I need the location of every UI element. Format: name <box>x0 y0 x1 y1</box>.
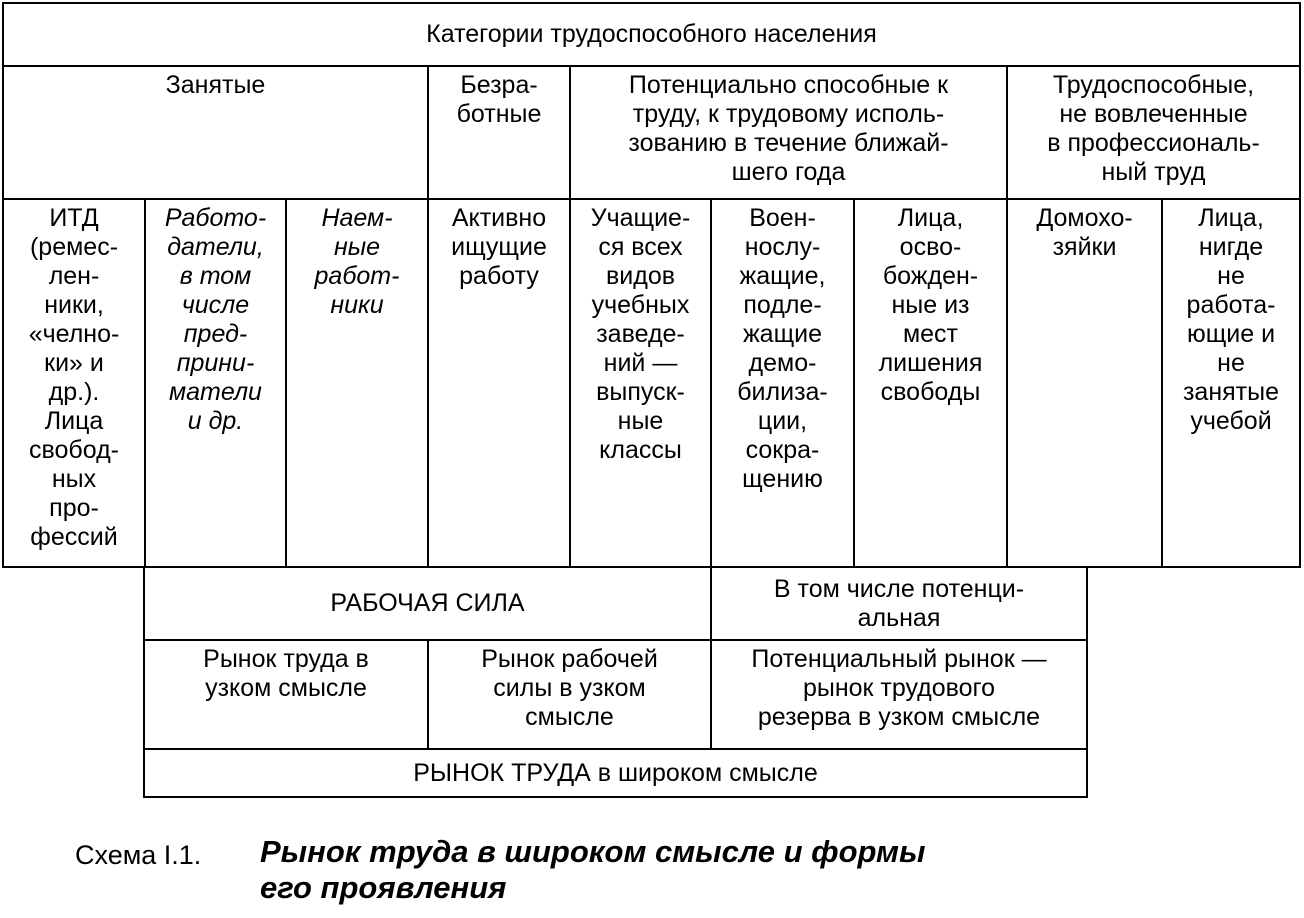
group-potential: Потенциально способные к труду, к трудовому исполь- зованию в течение ближай- шего года <box>569 65 1008 200</box>
subgroup-housewives: Домохо- зяйки <box>1006 198 1163 568</box>
potential-labor-force-box: В том числе потенци- альная <box>710 566 1088 641</box>
header-categories: Категории трудоспособного населения <box>2 2 1301 67</box>
narrow-workforce-market-box: Рынок рабочей силы в узком смысле <box>427 639 712 750</box>
subgroup-not-working: Лица, нигде не работа- ющие и не занятые учебой <box>1161 198 1301 568</box>
potential-market-box: Потенциальный рынок — рынок трудового резерва в узком смысле <box>710 639 1088 750</box>
subgroup-employers: Работо- датели, в том числе пред- прини- матели и др. <box>144 198 287 568</box>
group-unemployed: Безра- ботные <box>427 65 571 200</box>
subgroup-itd: ИТД (ремес- лен- ники, «челно- ки» и др.). Лица свобод- ных про- фессий <box>2 198 146 568</box>
narrow-labor-market-box: Рынок труда в узком смысле <box>143 639 429 750</box>
group-not-involved: Трудоспособные, не вовлеченные в профессиональ- ный труд <box>1006 65 1301 200</box>
subgroup-released: Лица, осво- божден- ные из мест лишения свободы <box>853 198 1008 568</box>
caption-title: Рынок труда в широком смысле и формы его проявления <box>260 834 926 905</box>
group-employed: Занятые <box>2 65 429 200</box>
caption-label: Схема I.1. <box>75 840 202 870</box>
subgroup-students: Учащие- ся всех видов учебных заведе- ний — выпуск- ные классы <box>569 198 712 568</box>
broad-labor-market-box: РЫНОК ТРУДА в широком смысле <box>143 748 1088 798</box>
subgroup-military: Воен- нослу- жащие, подле- жащие демо- билиза- ции, сокра- щению <box>710 198 855 568</box>
labor-force-box: РАБОЧАЯ СИЛА <box>143 566 712 641</box>
subgroup-hired-workers: Наем- ные работ- ники <box>285 198 429 568</box>
subgroup-active-seekers: Активно ищущие работу <box>427 198 571 568</box>
